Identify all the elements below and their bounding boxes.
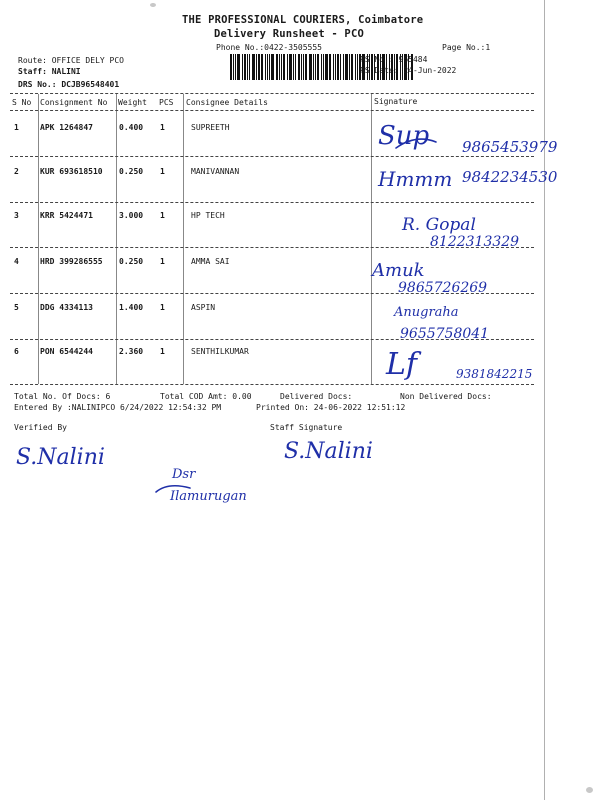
row-pcs: 1 (160, 123, 165, 132)
row-weight: 0.250 (119, 257, 144, 266)
staff-signature-label: Staff Signature (270, 423, 343, 432)
row-weight: 0.250 (119, 167, 144, 176)
sig-name: Anugraha (394, 305, 459, 320)
row-sno: 6 (14, 347, 19, 356)
col-divider (116, 94, 117, 384)
col-header-signature: Signature (374, 97, 418, 106)
row-pcs: 1 (160, 257, 165, 266)
row-consignment: HRD 399286555 (40, 257, 103, 266)
sig-phone: 9381842215 (456, 367, 533, 381)
staff-sig-text: S.Nalini (284, 439, 373, 464)
sig-phone: 9865726269 (398, 280, 488, 296)
col-divider (183, 94, 184, 384)
handwritten-signature (376, 112, 556, 162)
row-pcs: 1 (160, 347, 165, 356)
row-consignment: PON 6544244 (40, 347, 93, 356)
company-name: THE PROFESSIONAL COURIERS, Coimbatore (182, 14, 424, 26)
col-divider (371, 94, 372, 384)
dsr-name: Ilamurugan (170, 489, 247, 504)
runsheet-title: Delivery Runsheet - PCO (214, 28, 364, 40)
row-consignee: HP TECH (191, 211, 225, 220)
rs-date: RS Date: 24-Jun-2022 (360, 66, 457, 75)
row-sno: 2 (14, 167, 19, 176)
sig-phone: 9842234530 (462, 168, 558, 186)
non-delivered-docs: Non Delivered Docs: (400, 392, 492, 401)
col-header-pcs: PCS (159, 98, 174, 107)
rs-number: RS No.: 965484 (360, 55, 428, 64)
row-weight: 1.400 (119, 303, 144, 312)
row-consignment: KRR 5424471 (40, 211, 93, 220)
sig-name: Amuk (372, 260, 425, 281)
sig-phone: 9655758041 (400, 326, 490, 342)
handwritten-signature (392, 298, 542, 344)
phone-number: Phone No.:0422-3505555 (216, 43, 322, 52)
row-weight: 2.360 (119, 347, 144, 356)
row-weight: 3.000 (119, 211, 144, 220)
col-header-weight: Weight (118, 98, 147, 107)
row-consignee: MANIVANNAN (191, 167, 240, 176)
sig-phone: 9865453979 (462, 138, 558, 156)
route-label: Route: OFFICE DELY PCO (18, 56, 124, 65)
handwritten-signature (384, 340, 544, 390)
row-sno: 1 (14, 123, 19, 132)
total-docs: Total No. Of Docs: 6 (14, 392, 111, 401)
handwritten-signature (376, 160, 566, 200)
row-weight: 0.400 (119, 123, 144, 132)
dsr-note: Dsr (172, 467, 196, 482)
row-consignment: KUR 693618510 (40, 167, 103, 176)
row-consignment: APK 1264847 (40, 123, 93, 132)
row-pcs: 1 (160, 303, 165, 312)
row-sno: 3 (14, 211, 19, 220)
sig-phone: 8122313329 (430, 234, 520, 250)
printed-on: Printed On: 24-06-2022 12:51:12 (256, 403, 406, 412)
row-rule (10, 247, 534, 248)
table-top-rule (10, 93, 534, 94)
delivered-docs: Delivered Docs: (280, 392, 353, 401)
page-number: Page No.:1 (442, 43, 491, 52)
row-consignee: ASPIN (191, 303, 216, 312)
verified-signature (14, 438, 154, 478)
row-rule (10, 156, 534, 157)
row-sno: 5 (14, 303, 19, 312)
sig-name: R. Gopal (402, 215, 476, 235)
row-sno: 4 (14, 257, 19, 266)
row-rule (10, 202, 534, 203)
header-rule (10, 110, 534, 111)
scan-speck (586, 787, 593, 793)
handwritten-signature (370, 252, 540, 298)
row-consignment: DDG 4334113 (40, 303, 93, 312)
verified-sig-text: S.Nalini (16, 445, 105, 470)
total-cod: Total COD Amt: 0.00 (160, 392, 252, 401)
col-header-sno: S No (12, 98, 32, 107)
row-rule (10, 384, 534, 385)
row-rule (10, 293, 534, 294)
row-consignee: SUPREETH (191, 123, 230, 132)
row-consignee: AMMA SAI (191, 257, 230, 266)
col-divider (38, 94, 39, 384)
sig-name: Sup (378, 121, 430, 151)
row-consignee: SENTHILKUMAR (191, 347, 249, 356)
staff-label: Staff: NALINI (18, 67, 81, 76)
row-pcs: 1 (160, 211, 165, 220)
entered-by: Entered By :NALINIPCO 6/24/2022 12:54:32 PM (14, 403, 222, 412)
row-pcs: 1 (160, 167, 165, 176)
handwritten-signature (400, 206, 550, 251)
dsr-handwritten-note (150, 460, 320, 510)
col-header-consignment: Consignment No (40, 98, 108, 107)
sig-name: Hmmm (378, 167, 453, 191)
scan-speck (150, 3, 156, 7)
drs-number: DRS No.: DCJB96548401 (18, 80, 120, 89)
sig-name: Lf (386, 347, 418, 382)
verified-by-label: Verified By (14, 423, 67, 432)
col-header-consignee: Consignee Details (186, 98, 268, 107)
